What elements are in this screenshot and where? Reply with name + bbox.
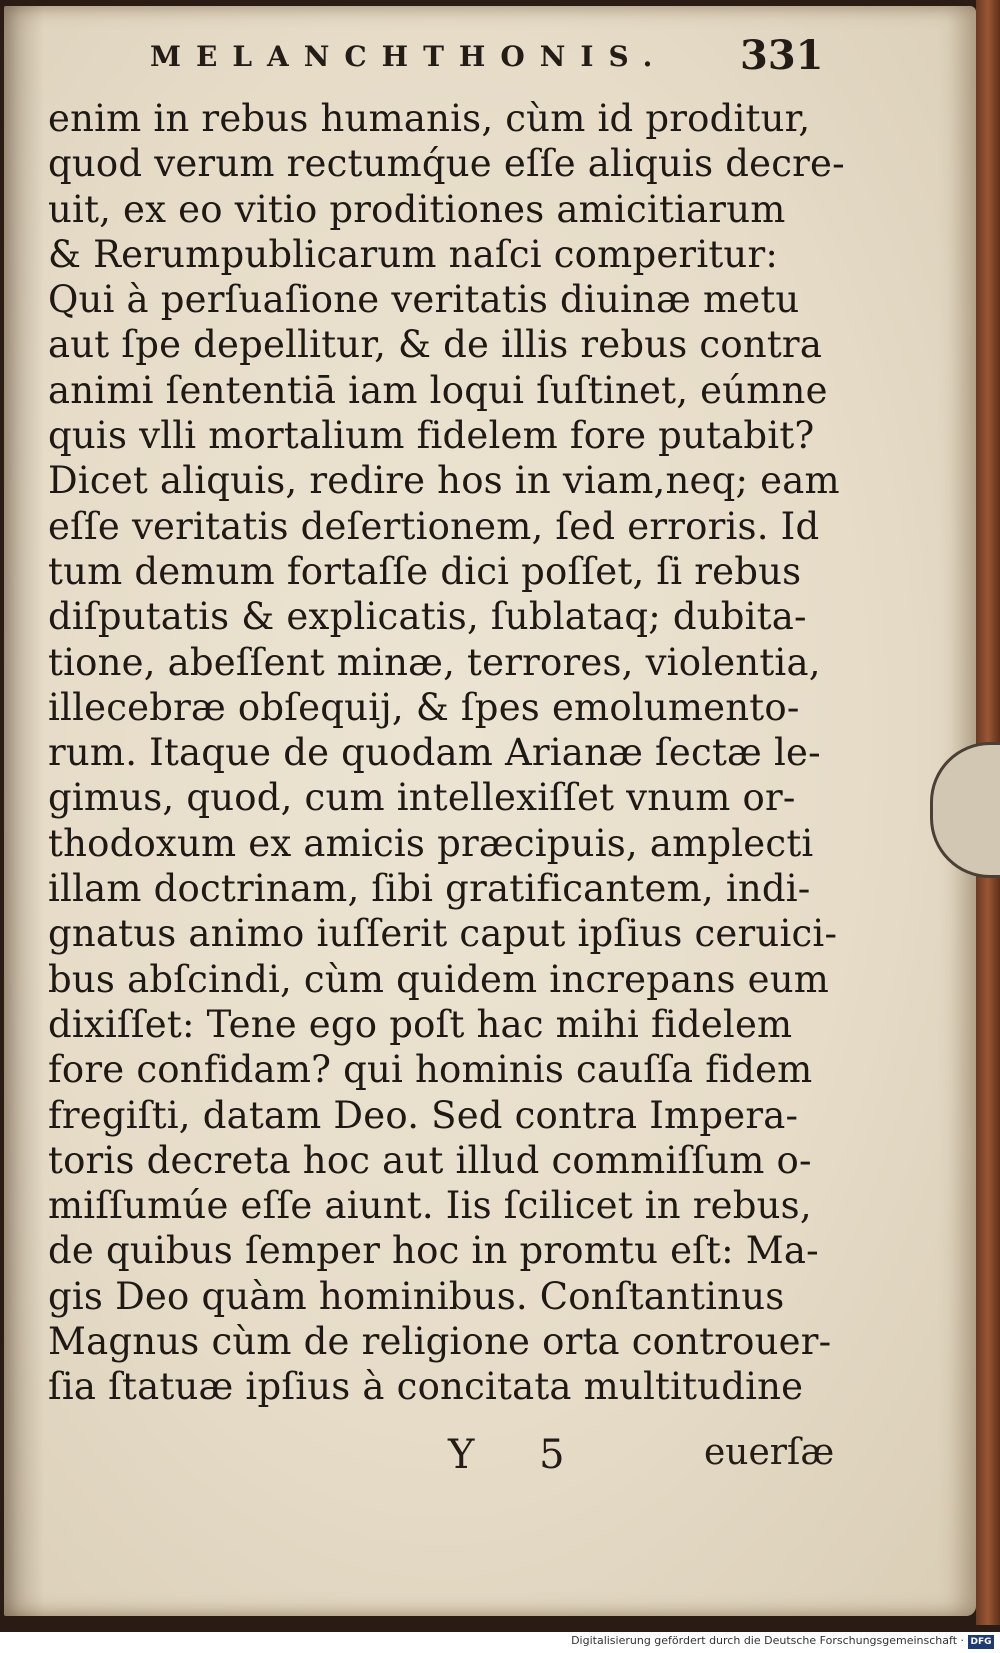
text-line: Qui à perſuaſione veritatis diuinæ metu bbox=[48, 278, 800, 322]
running-head: MELANCHTHONIS. bbox=[150, 40, 668, 73]
text-line: thodoxum ex amicis præcipuis, amplecti bbox=[48, 821, 814, 865]
text-line: gimus, quod, cum intellexiſſet vnum or- bbox=[48, 776, 796, 820]
page-number: 331 bbox=[740, 32, 824, 79]
text-line: diſputatis & explicatis, ſublataq; dubita- bbox=[48, 595, 807, 639]
text-line: dixiſſet: Tene ego poſt hac mihi fidelem bbox=[48, 1002, 793, 1046]
credit-text: Digitalisierung gefördert durch die Deutsche Forschungsgemeinschaft · bbox=[571, 1634, 964, 1647]
text-line: illam doctrinam, ſibi gratificantem, indi- bbox=[48, 867, 811, 911]
text-line: quis vlli mortalium fidelem fore putabit? bbox=[48, 414, 815, 458]
text-line: bus abſcindi, cùm quidem increpans eum bbox=[48, 957, 830, 1001]
text-line: fregiſti, datam Deo. Sed contra Impera- bbox=[48, 1093, 799, 1137]
text-line: Dicet aliquis, redire hos in viam,neq; eam bbox=[48, 459, 840, 503]
text-line: rum. Itaque de quodam Arianæ ſectæ le- bbox=[48, 731, 821, 775]
page-header bbox=[150, 32, 850, 88]
text-line: toris decreta hoc aut illud commiſſum o- bbox=[48, 1138, 812, 1182]
catchword: euerſæ bbox=[704, 1432, 835, 1473]
gutter-shadow bbox=[4, 6, 44, 1616]
signature-mark: Y 5 bbox=[448, 1432, 591, 1478]
text-line: enim in rebus humanis, cùm id proditur, bbox=[48, 97, 811, 140]
text-line: tum demum fortaſſe dici poſſet, ſi rebus bbox=[48, 549, 802, 593]
page-footer bbox=[448, 1432, 848, 1482]
text-line: eſſe veritatis deſertionem, ſed erroris. Id bbox=[48, 504, 820, 548]
dfg-logo: DFG bbox=[968, 1635, 994, 1649]
digitization-credit-bar bbox=[0, 1632, 1000, 1653]
text-line: animi ſententiā iam loqui ſuſtinet, eúmne bbox=[48, 368, 828, 412]
text-line: miſſumúe eſſe aiunt. Iis ſcilicet in rebus, bbox=[48, 1184, 812, 1228]
text-line: quod verum rectumq́ue eſſe aliquis decre- bbox=[48, 142, 845, 186]
text-line: ſia ſtatuæ ipſius à concitata multitudine bbox=[48, 1365, 804, 1409]
text-line: aut ſpe depellitur, & de illis rebus contra bbox=[48, 323, 823, 367]
text-line: & Rerumpublicarum naſci comperitur: bbox=[48, 232, 778, 276]
text-line: fore confidam? qui hominis cauſſa fidem bbox=[48, 1048, 813, 1092]
text-line: illecebræ obſequij, & ſpes emolumento- bbox=[48, 685, 800, 729]
text-line: de quibus ſemper hoc in promtu eſt: Ma- bbox=[48, 1229, 819, 1273]
text-line: gis Deo quàm hominibus. Conſtantinus bbox=[48, 1274, 785, 1318]
text-line: Magnus cùm de religione orta controuer- bbox=[48, 1320, 832, 1364]
text-line: uit, ex eo vitio proditiones amicitiarum bbox=[48, 187, 786, 231]
body-text bbox=[48, 96, 845, 1410]
text-line: gnatus animo iuſſerit caput ipſius ceruici- bbox=[48, 912, 838, 956]
text-line: tione, abeſſent minæ, terrores, violentia, bbox=[48, 640, 821, 684]
